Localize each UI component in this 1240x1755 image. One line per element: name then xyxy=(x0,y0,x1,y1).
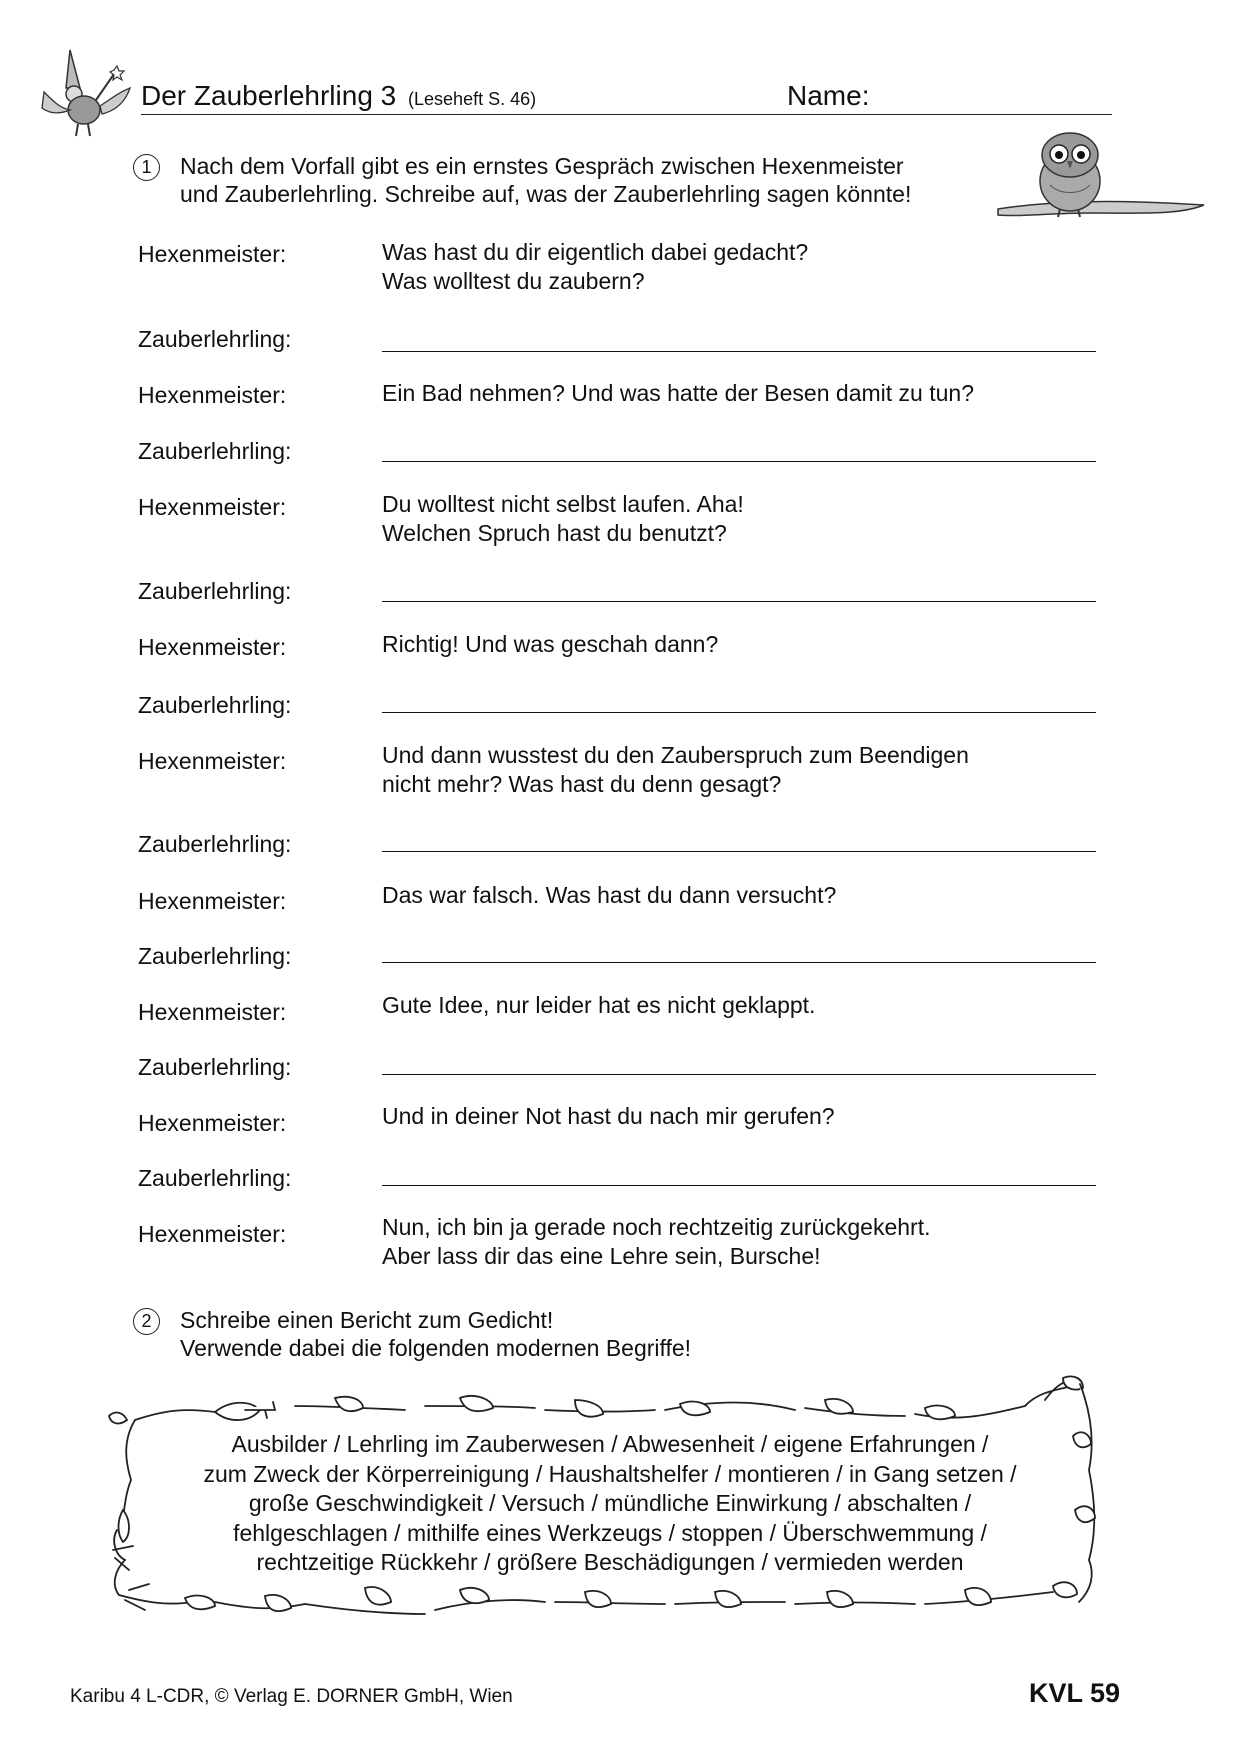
speaker-label: Zauberlehrling: xyxy=(138,1165,292,1191)
master-line xyxy=(382,379,974,408)
master-line-text: Richtig! Und was geschah dann? xyxy=(382,631,719,657)
master-line-text: Nun, ich bin ja gerade noch rechtzeitig zurückgekehrt. xyxy=(382,1214,931,1240)
word-box-line: große Geschwindigkeit / Versuch / mündliche Einwirkung / abschalten / xyxy=(248,1490,972,1516)
task2-line: Verwende dabei die folgenden modernen Begriffe! xyxy=(180,1335,692,1361)
name-label: Name: xyxy=(787,80,870,111)
task1-line: und Zauberlehrling. Schreibe auf, was der Zauberlehrling sagen könnte! xyxy=(180,181,912,207)
word-box-line: zum Zweck der Körperreinigung / Haushaltshelfer / montieren / in Gang setzen / xyxy=(203,1460,1017,1487)
master-line-text: Ein Bad nehmen? Und was hatte der Besen damit zu tun? xyxy=(382,380,974,406)
speaker-label: Zauberlehrling: xyxy=(138,438,292,464)
speaker-label: Hexenmeister: xyxy=(138,999,287,1025)
answer-line[interactable] xyxy=(382,461,1096,462)
speaker-label: Zauberlehrling: xyxy=(138,692,292,718)
master-line-text: Gute Idee, nur leider hat es nicht geklappt. xyxy=(382,992,816,1018)
title-reference: (Leseheft S. 46) xyxy=(408,89,537,109)
master-line-text: Und dann wusstest du den Zauberspruch zum Beendigen xyxy=(382,742,969,768)
master-line-text: Das war falsch. Was hast du dann versucht? xyxy=(382,882,837,908)
task-number-1: 1 xyxy=(133,154,160,181)
answer-line[interactable] xyxy=(382,1185,1096,1186)
word-box xyxy=(118,1430,1102,1578)
speaker-label: Zauberlehrling: xyxy=(138,1054,292,1080)
answer-line[interactable] xyxy=(382,351,1096,352)
task2-line: Schreibe einen Bericht zum Gedicht! xyxy=(180,1307,554,1333)
title-text: Der Zauberlehrling 3 xyxy=(141,80,397,111)
task-number-2: 2 xyxy=(133,1308,160,1335)
speaker-label: Hexenmeister: xyxy=(138,748,287,774)
speaker-label: Zauberlehrling: xyxy=(138,326,292,352)
word-box-line: rechtzeitige Rückkehr / größere Beschädigungen / vermieden werden xyxy=(256,1549,964,1575)
speaker-label: Hexenmeister: xyxy=(138,1221,287,1247)
speaker-label: Hexenmeister: xyxy=(138,1110,287,1136)
word-box-line: fehlgeschlagen / mithilfe eines Werkzeugs / stoppen / Überschwemmung / xyxy=(233,1519,987,1546)
master-line xyxy=(382,238,808,296)
master-line xyxy=(382,1213,930,1271)
answer-line[interactable] xyxy=(382,601,1096,602)
speaker-label: Zauberlehrling: xyxy=(138,578,292,604)
speaker-label: Hexenmeister: xyxy=(138,382,287,408)
wizard-bird-icon xyxy=(40,48,140,140)
master-line xyxy=(382,881,836,910)
speaker-label: Zauberlehrling: xyxy=(138,943,292,969)
word-box-line: Ausbilder / Lehrling im Zauberwesen / Abwesenheit / eigene Erfahrungen / xyxy=(231,1431,989,1457)
task2-instructions xyxy=(180,1306,691,1362)
master-line-text: Und in deiner Not hast du nach mir gerufen? xyxy=(382,1103,835,1129)
speaker-label: Hexenmeister: xyxy=(138,634,287,660)
master-line xyxy=(382,630,718,659)
answer-line[interactable] xyxy=(382,962,1096,963)
master-line-text: Was wolltest du zaubern? xyxy=(382,268,645,294)
footer-page-code: KVL 59 xyxy=(1029,1678,1121,1708)
owl-icon xyxy=(990,125,1210,235)
master-line-text: Aber lass dir das eine Lehre sein, Bursche! xyxy=(382,1243,821,1269)
master-line-text: Was hast du dir eigentlich dabei gedacht? xyxy=(382,239,809,265)
task1-instructions xyxy=(180,152,911,208)
master-line-text: Du wolltest nicht selbst laufen. Aha! xyxy=(382,491,744,517)
answer-line[interactable] xyxy=(382,1074,1096,1075)
task1-line: Nach dem Vorfall gibt es ein ernstes Gespräch zwischen Hexenmeister xyxy=(180,153,904,179)
speaker-label: Hexenmeister: xyxy=(138,241,287,267)
speaker-label: Hexenmeister: xyxy=(138,494,287,520)
speaker-label: Zauberlehrling: xyxy=(138,831,292,857)
master-line xyxy=(382,490,744,548)
header-rule xyxy=(141,114,1112,115)
master-line xyxy=(382,741,969,799)
master-line-text: nicht mehr? Was hast du denn gesagt? xyxy=(382,771,782,797)
footer-copyright: Karibu 4 L-CDR, © Verlag E. DORNER GmbH, Wien xyxy=(70,1686,513,1707)
master-line xyxy=(382,1102,835,1131)
answer-line[interactable] xyxy=(382,712,1096,713)
master-line-text: Welchen Spruch hast du benutzt? xyxy=(382,520,727,546)
page-title xyxy=(141,80,536,112)
master-line xyxy=(382,991,815,1020)
answer-line[interactable] xyxy=(382,851,1096,852)
speaker-label: Hexenmeister: xyxy=(138,888,287,914)
